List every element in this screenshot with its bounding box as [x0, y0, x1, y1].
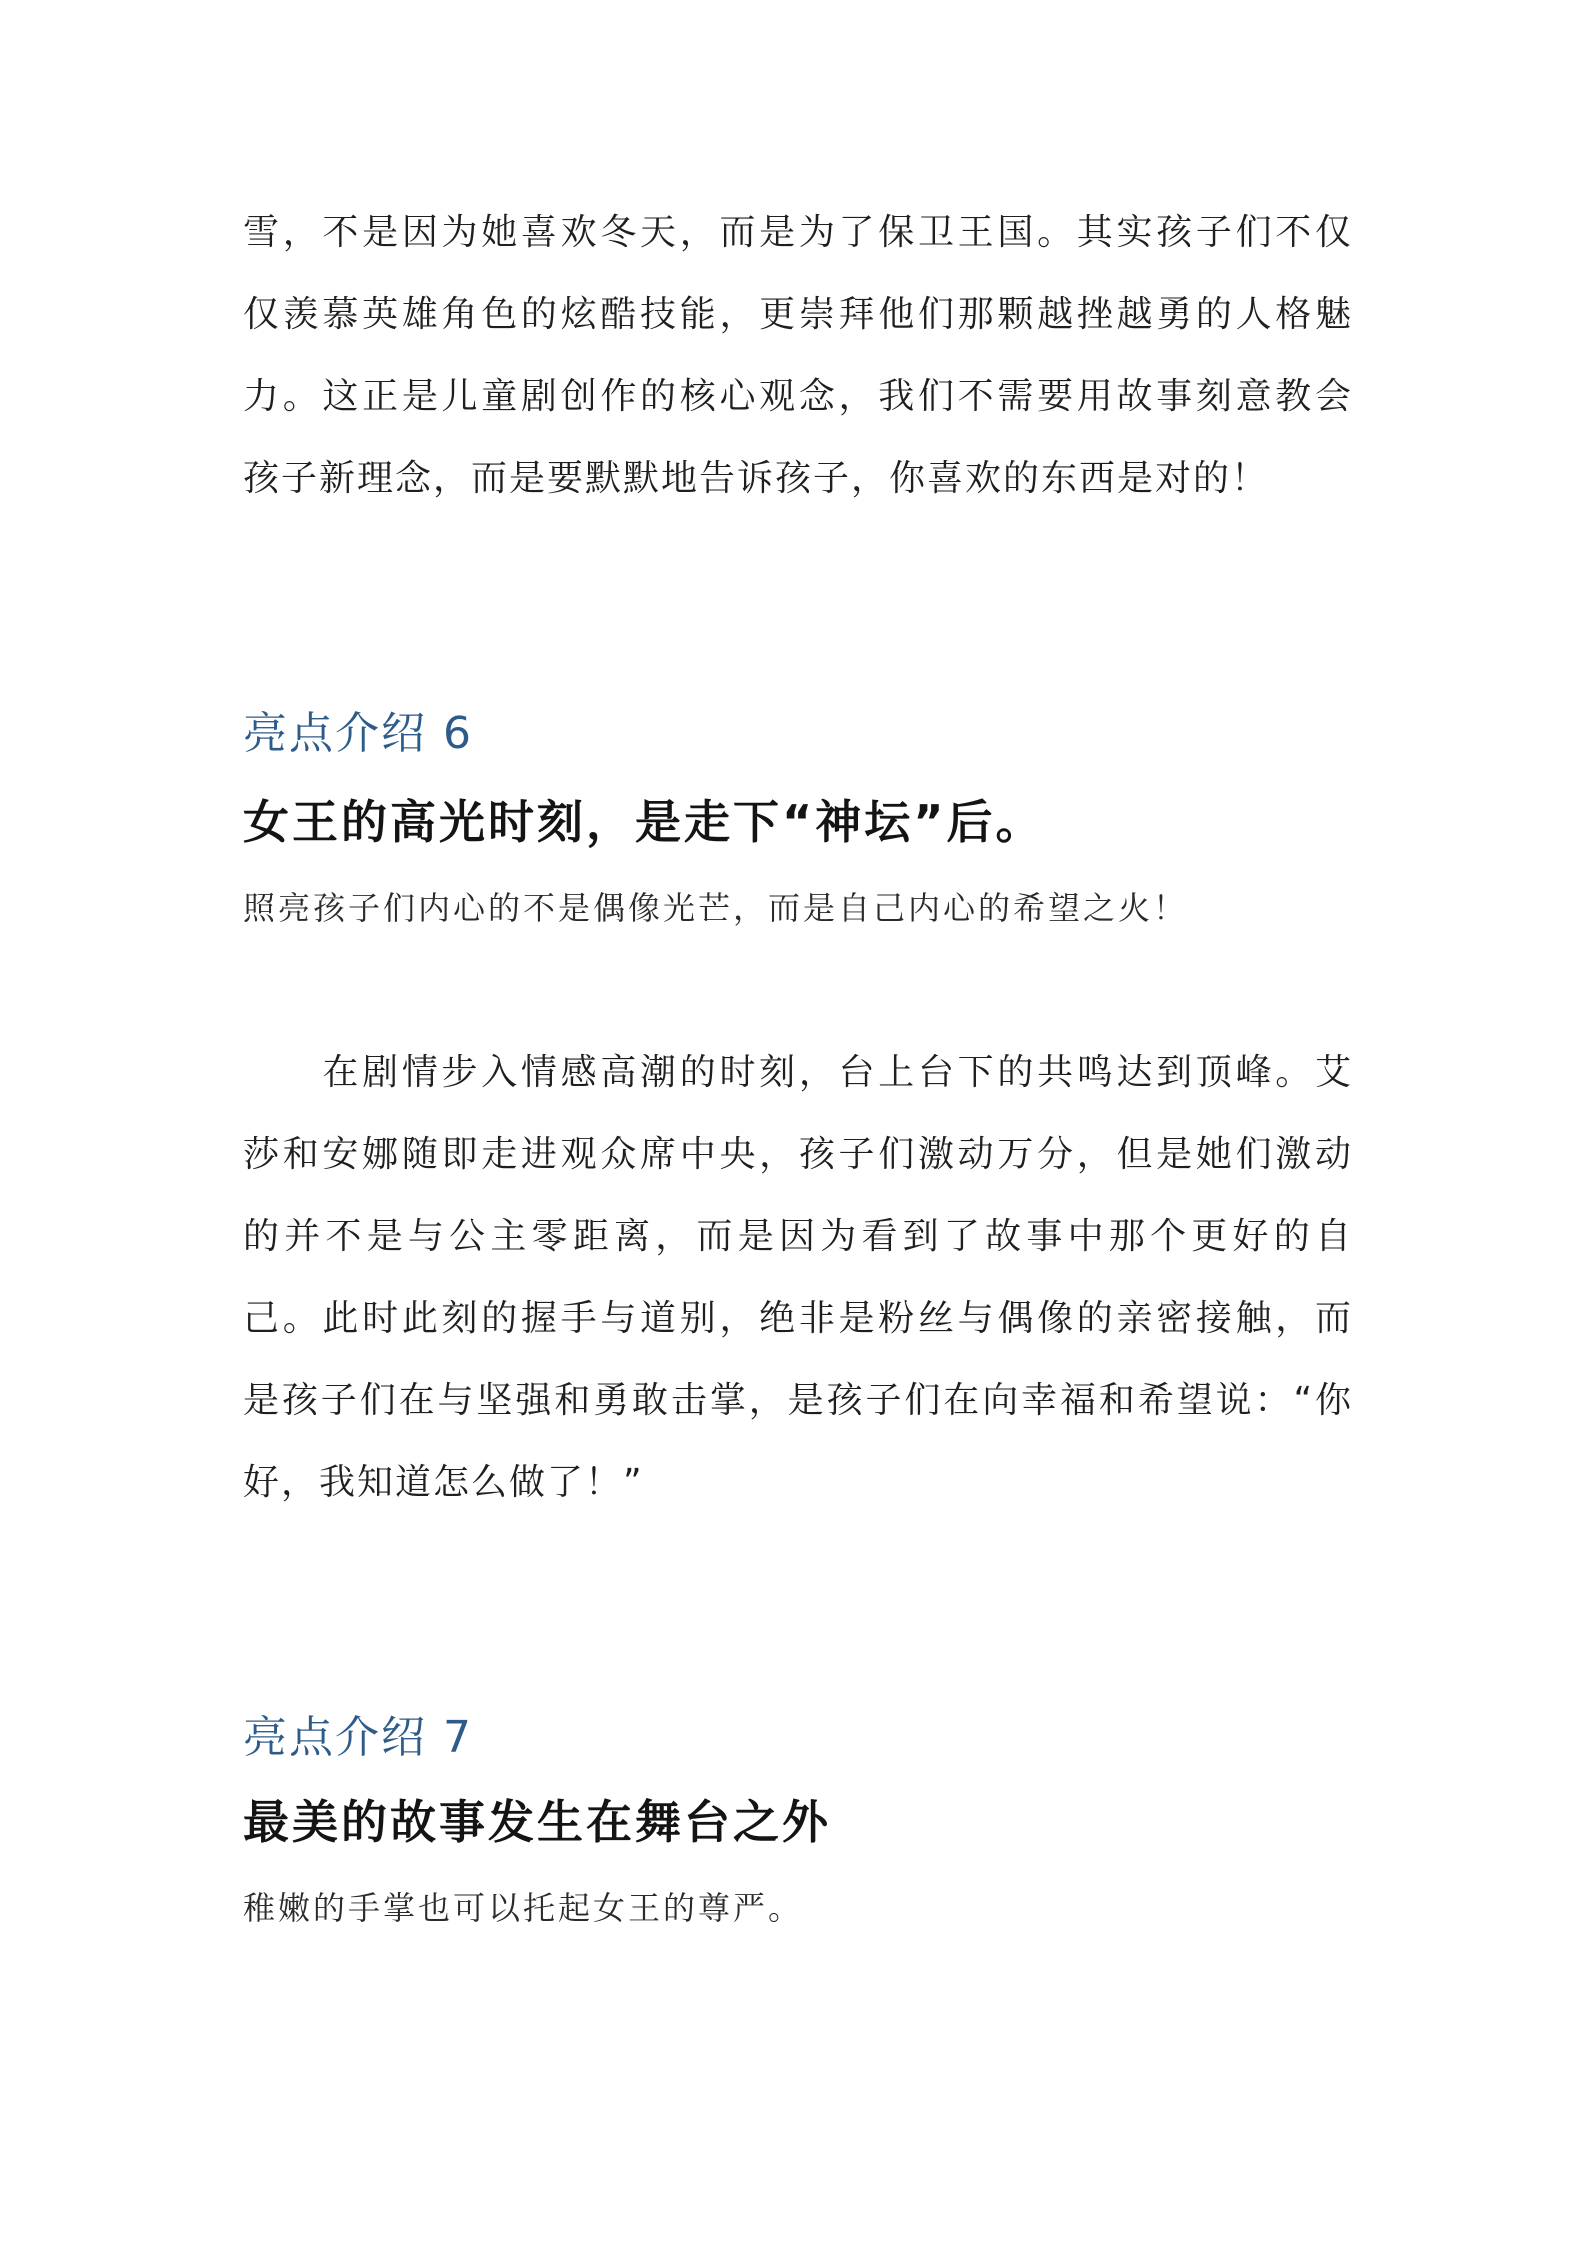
section-6-title: 女王的高光时刻，是走下“神坛”后。	[243, 795, 1045, 849]
paragraph-line: 的并不是与公主零距离，而是因为看到了故事中那个更好的自	[243, 1216, 1353, 1257]
paragraph-line: 仅羡慕英雄角色的炫酷技能，更崇拜他们那颗越挫越勇的人格魅	[243, 294, 1353, 335]
section-6-label: 亮点介绍 6	[243, 708, 473, 759]
section-7-subtitle: 稚嫩的手掌也可以托起女王的尊严。	[243, 1889, 804, 1927]
paragraph-line: 力。这正是儿童剧创作的核心观念，我们不需要用故事刻意教会	[243, 376, 1353, 417]
paragraph-line: 在剧情步入情感高潮的时刻，台上台下的共鸣达到顶峰。艾	[243, 1052, 1353, 1093]
paragraph-line: 莎和安娜随即走进观众席中央，孩子们激动万分，但是她们激动	[243, 1134, 1353, 1175]
paragraph-line: 好，我知道怎么做了！”	[243, 1462, 644, 1503]
paragraph-line: 孩子新理念，而是要默默地告诉孩子，你喜欢的东西是对的！	[243, 458, 1270, 499]
paragraph-line: 己。此时此刻的握手与道别，绝非是粉丝与偶像的亲密接触，而	[243, 1298, 1353, 1339]
section-7-label: 亮点介绍 7	[243, 1712, 473, 1763]
paragraph-line: 雪，不是因为她喜欢冬天，而是为了保卫王国。其实孩子们不仅	[243, 212, 1353, 253]
paragraph-line: 是孩子们在与坚强和勇敢击掌，是孩子们在向幸福和希望说：“你	[243, 1380, 1353, 1421]
section-6-paragraph	[243, 1032, 1353, 1524]
section-7-title: 最美的故事发生在舞台之外	[243, 1795, 831, 1849]
intro-paragraph	[243, 192, 1353, 520]
section-6-subtitle: 照亮孩子们内心的不是偶像光芒，而是自己内心的希望之火！	[243, 889, 1189, 927]
